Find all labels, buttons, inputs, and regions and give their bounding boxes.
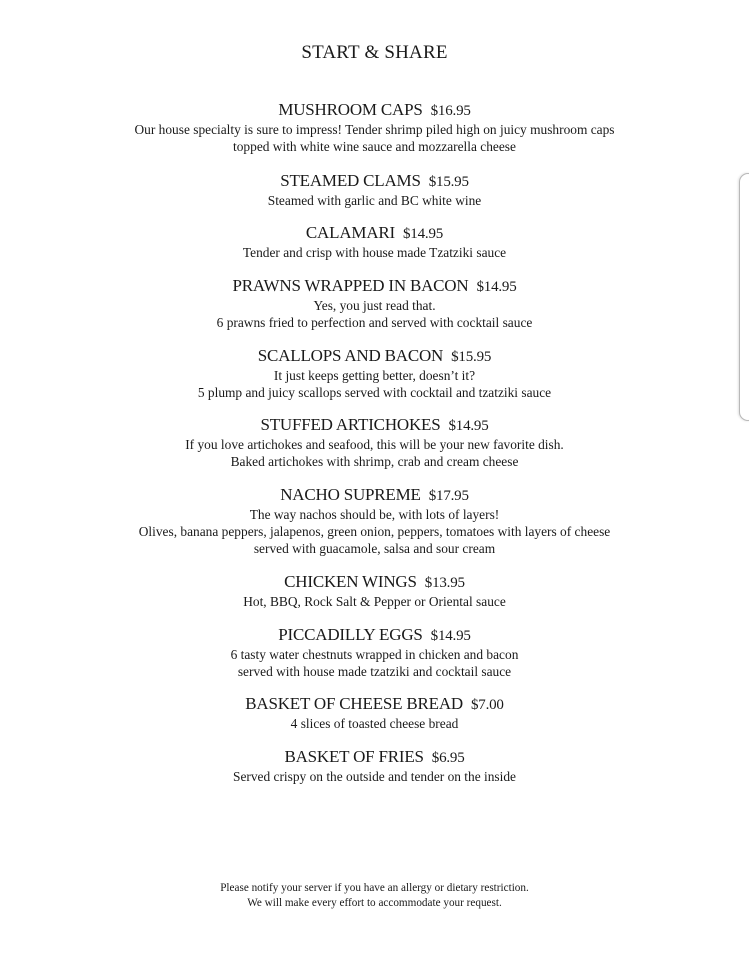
item-name: MUSHROOM CAPS bbox=[278, 100, 423, 119]
item-description-line: Baked artichokes with shrimp, crab and cream cheese bbox=[230, 454, 519, 470]
menu-item-steamed-clams bbox=[0, 171, 749, 209]
item-name: BASKET OF CHEESE BREAD bbox=[245, 694, 463, 713]
item-price: $6.95 bbox=[431, 750, 465, 766]
item-description-line: served with guacamole, salsa and sour cream bbox=[253, 541, 496, 557]
item-description-line: Yes, you just read that. bbox=[313, 298, 436, 313]
item-name: STUFFED ARTICHOKES bbox=[260, 415, 441, 434]
item-description-line: Tender and crisp with house made Tzatziki sauce bbox=[242, 245, 507, 260]
item-price: $15.95 bbox=[451, 349, 492, 365]
item-name: CALAMARI bbox=[305, 223, 395, 242]
item-description-line: Served crispy on the outside and tender on the inside bbox=[233, 769, 516, 784]
menu-item-basket-of-fries bbox=[0, 747, 749, 785]
allergy-notice bbox=[0, 881, 749, 910]
item-price: $14.95 bbox=[430, 628, 471, 644]
menu-item-calamari bbox=[0, 223, 749, 261]
item-price: $14.95 bbox=[476, 279, 517, 295]
item-name: CHICKEN WINGS bbox=[284, 572, 417, 591]
item-description-line: topped with white wine sauce and mozzarella cheese bbox=[233, 139, 516, 155]
menu-item-mushroom-caps bbox=[0, 100, 749, 155]
item-name: PRAWNS WRAPPED IN BACON bbox=[232, 276, 469, 295]
menu-item-piccadilly-eggs bbox=[0, 625, 749, 680]
menu-item-nacho-supreme bbox=[0, 485, 749, 558]
item-description-line: Hot, BBQ, Rock Salt & Pepper or Oriental sauce bbox=[243, 594, 506, 609]
item-description-line: Olives, banana peppers, jalapenos, green onion, peppers, tomatoes with layers of cheese bbox=[138, 524, 611, 540]
item-price: $16.95 bbox=[430, 103, 471, 119]
allergy-notice-line: We will make every effort to accommodate your request. bbox=[247, 896, 502, 909]
item-name: NACHO SUPREME bbox=[280, 485, 421, 504]
item-description-line: 6 tasty water chestnuts wrapped in chicken and bacon bbox=[230, 647, 519, 662]
item-price: $7.00 bbox=[470, 697, 504, 713]
item-description-line: Steamed with garlic and BC white wine bbox=[267, 193, 482, 208]
menu-item-prawns-wrapped-in-bacon bbox=[0, 276, 749, 331]
item-name: STEAMED CLAMS bbox=[280, 171, 421, 190]
item-description-line: 4 slices of toasted cheese bread bbox=[290, 716, 459, 731]
item-name: BASKET OF FRIES bbox=[284, 747, 424, 766]
item-description-line: served with house made tzatziki and cocktail sauce bbox=[237, 664, 512, 680]
item-description-line: 5 plump and juicy scallops served with cocktail and tzatziki sauce bbox=[197, 385, 552, 401]
menu-item-stuffed-artichokes bbox=[0, 415, 749, 470]
item-description-line: Our house specialty is sure to impress! Tender shrimp piled high on juicy mushroom caps bbox=[134, 122, 615, 137]
allergy-notice-line: Please notify your server if you have an allergy or dietary restriction. bbox=[220, 882, 529, 894]
item-price: $13.95 bbox=[424, 575, 465, 591]
item-description-line: 6 prawns fried to perfection and served with cocktail sauce bbox=[216, 315, 533, 331]
menu-item-basket-of-cheese-bread bbox=[0, 694, 749, 732]
menu-item-scallops-and-bacon bbox=[0, 346, 749, 401]
item-name: SCALLOPS AND BACON bbox=[257, 346, 444, 365]
item-name: PICCADILLY EGGS bbox=[278, 625, 423, 644]
menu-item-chicken-wings bbox=[0, 572, 749, 610]
item-price: $14.95 bbox=[448, 418, 489, 434]
item-price: $15.95 bbox=[428, 174, 469, 190]
item-description-line: If you love artichokes and seafood, this will be your new favorite dish. bbox=[185, 437, 564, 452]
item-price: $17.95 bbox=[428, 488, 469, 504]
item-description-line: It just keeps getting better, doesn’t it? bbox=[273, 368, 476, 383]
scroll-handle[interactable] bbox=[739, 173, 749, 421]
section-title: START & SHARE bbox=[301, 42, 448, 63]
item-price: $14.95 bbox=[403, 226, 444, 242]
item-description-line: The way nachos should be, with lots of layers! bbox=[249, 507, 500, 522]
